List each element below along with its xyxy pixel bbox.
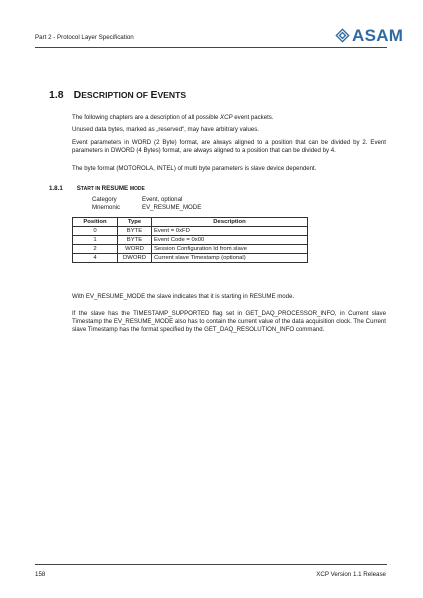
header-description: Description (152, 218, 308, 227)
cell-type: DWORD (118, 254, 152, 263)
alignment-paragraph: Event parameters in WORD (2 Byte) format, are always aligned to a position that can be divided by 2. Event parameters in DWORD (4 Bytes) format, are always aligned to a position that can be divided by 4. (72, 139, 386, 154)
intro-xcp: XCP (220, 114, 233, 121)
unused-bytes-paragraph: Unused data bytes, marked as „reserved“, may have arbitrary values. (72, 126, 259, 133)
mnemonic-value: EV_RESUME_MODE (142, 204, 202, 211)
asam-logo (335, 27, 403, 44)
table-row (73, 236, 308, 245)
table-row (73, 254, 308, 263)
footer-divider (35, 564, 387, 565)
byte-format-paragraph: The byte format (MOTOROLA, INTEL) of multi byte parameters is slave device dependent. (72, 165, 317, 172)
cell-description: Current slave Timestamp (optional) (152, 254, 308, 263)
event-meta (92, 196, 201, 212)
cell-type: WORD (118, 245, 152, 254)
subsection-title-a: S (76, 185, 81, 192)
footer-version: XCP Version 1.1 Release (316, 571, 386, 578)
cell-type: BYTE (118, 236, 152, 245)
category-value: Event, optional (142, 196, 183, 203)
event-packet-table (72, 217, 308, 263)
page-number: 158 (35, 571, 46, 578)
intro-text-b: event packets. (232, 114, 274, 121)
category-row (92, 196, 201, 204)
section-title-part2: VENTS (157, 90, 187, 100)
mnemonic-label: Mnemonic (92, 204, 121, 211)
cell-description: Event = 0xFD (152, 227, 308, 236)
cell-position: 2 (73, 245, 118, 254)
section-heading (49, 89, 186, 101)
cell-position: 4 (73, 254, 118, 263)
header-type: Type (118, 218, 152, 227)
cell-description: Session Configuration Id from slave (152, 245, 308, 254)
header-divider (35, 47, 387, 48)
table-header-row (73, 218, 308, 227)
logo-text: ASAM (352, 26, 404, 45)
subsection-title-c: RESUME (101, 185, 130, 192)
intro-text-a: The following chapters are a description of all possible (72, 114, 221, 121)
subsection-number: 1.8.1 (49, 185, 63, 192)
cell-position: 1 (73, 236, 118, 245)
header-title: Part 2 - Protocol Layer Specification (35, 34, 134, 41)
cell-type: BYTE (118, 227, 152, 236)
section-title-part1: ESCRIPTION OF (81, 90, 151, 100)
table-row (73, 245, 308, 254)
category-label: Category (92, 196, 117, 203)
subsection-title-b: TART IN (80, 186, 102, 192)
cell-position: 0 (73, 227, 118, 236)
subsection-title-d: MODE (129, 186, 145, 192)
subsection-heading (49, 185, 145, 192)
asam-diamond-icon (335, 28, 350, 43)
section-title-initial2: E (150, 89, 158, 101)
cell-description: Event Code = 0x00 (152, 236, 308, 245)
section-number: 1.8 (49, 89, 64, 101)
resume-indication-paragraph: With EV_RESUME_MODE the slave indicates that it is starting in RESUME mode. (72, 293, 295, 300)
timestamp-paragraph: If the slave has the TIMESTAMP_SUPPORTED flag set in GET_DAQ_PROCESSOR_INFO, in Current slave Timestamp the EV_RESUME_MODE also has to contain the current value of the data acquisition clock. The Current slave Timestamp has the format specified by the GET_DAQ_RESOLUTION_INFO command. (72, 310, 386, 333)
intro-paragraph (72, 114, 386, 122)
section-title-initial: D (73, 89, 82, 101)
header-position: Position (73, 218, 118, 227)
mnemonic-row (92, 204, 201, 212)
table-row (73, 227, 308, 236)
